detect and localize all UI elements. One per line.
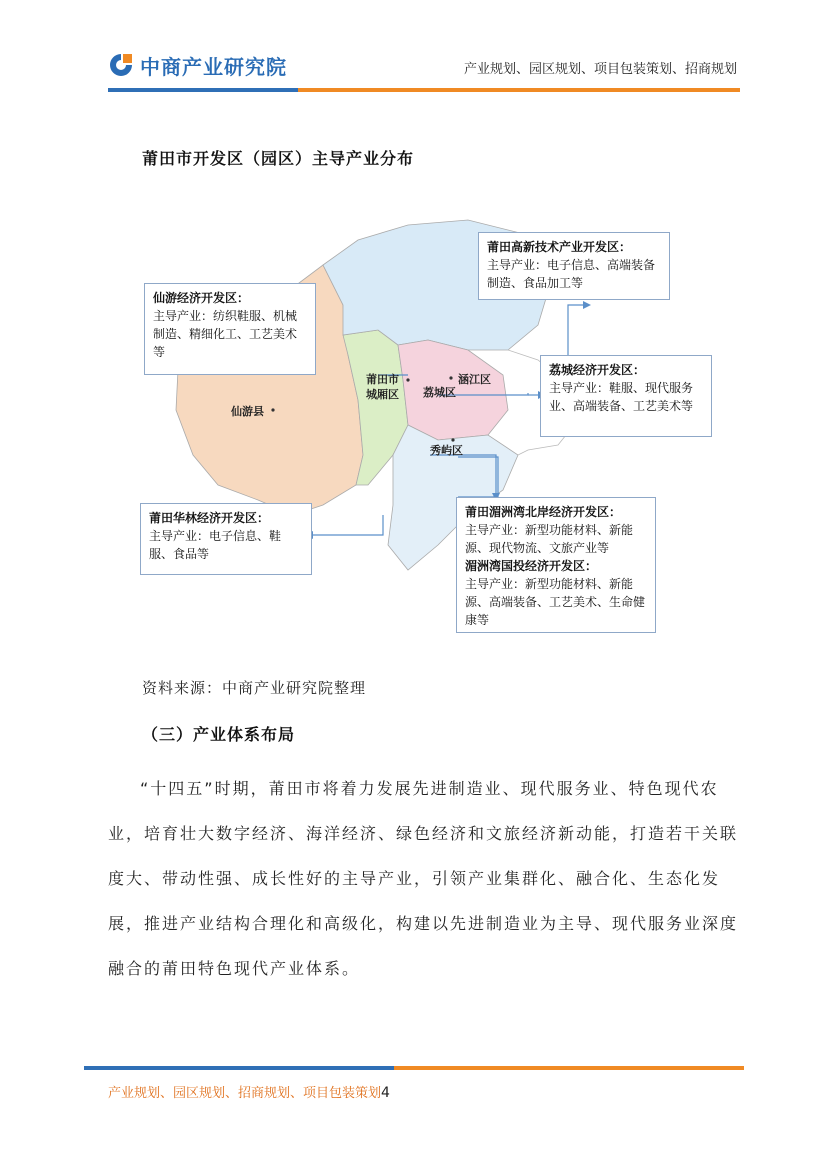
box-xianyou-title: 仙游经济开发区： — [153, 291, 250, 305]
box-gaoxin-title: 莆田高新技术产业开发区： — [487, 240, 632, 254]
map-figure — [108, 185, 736, 650]
box-licheng — [540, 355, 712, 437]
header-tagline: 产业规划、园区规划、项目包装策划、招商规划 — [463, 62, 737, 77]
box-hualin-title: 莆田华林经济开发区： — [149, 511, 270, 525]
place-putian-city: 莆田市 — [366, 373, 399, 386]
footer — [108, 1082, 390, 1101]
box-hualin — [140, 503, 312, 575]
box-gaoxin-body: 主导产业：电子信息、高端装备制造、食品加工等 — [487, 258, 656, 290]
footer-rule-blue — [84, 1066, 394, 1070]
header-rule-blue — [108, 88, 298, 92]
logo — [108, 50, 287, 80]
box-meizhou-title1: 莆田湄洲湾北岸经济开发区： — [465, 505, 622, 519]
box-meizhou — [456, 497, 656, 633]
logo-text: 中商产业研究院 — [140, 54, 287, 79]
section-title: （三）产业体系布局 — [142, 725, 296, 744]
place-chengxiang: 城厢区 — [366, 388, 399, 401]
box-hualin-body: 主导产业：电子信息、鞋服、食品等 — [149, 529, 282, 561]
place-hanjiang: 涵江区 — [458, 373, 491, 386]
paragraph-text: “十四五”时期，莆田市将着力发展先进制造业、现代服务业、特色现代农业，培育壮大数字经济、海洋经济、绿色经济和文旅经济新动能，打造若干关联度大、带动性强、成长性好的主导产业，引领产业集群化、融合化、生态化发展，推进产业结构合理化和高级化，构建以先进制造业为主导、现代服务业深度融合的莆田特色现代产业体系。 — [108, 779, 739, 978]
box-meizhou-body1: 主导产业：新型功能材料、新能源、现代物流、文旅产业等 — [465, 523, 634, 555]
box-licheng-body: 主导产业：鞋服、现代服务业、高端装备、工艺美术等 — [549, 381, 694, 413]
footer-rule-orange — [394, 1066, 744, 1070]
box-licheng-title: 荔城经济开发区： — [549, 363, 646, 377]
place-xiuyu: 秀屿区 — [430, 444, 463, 457]
place-xianyou: 仙游县 — [231, 405, 264, 418]
page-number: 4 — [381, 1085, 390, 1101]
box-meizhou-title2: 湄洲湾国投经济开发区： — [465, 559, 598, 573]
box-gaoxin — [478, 232, 670, 300]
box-xianyou — [144, 283, 316, 375]
place-licheng: 荔城区 — [423, 386, 456, 399]
header-rule-orange — [298, 88, 740, 92]
body-paragraph — [108, 766, 744, 991]
figure-source: 资料来源：中商产业研究院整理 — [142, 679, 367, 697]
box-xianyou-body: 主导产业：纺织鞋服、机械制造、精细化工、工艺美术等 — [153, 309, 298, 359]
figure-title: 莆田市开发区（园区）主导产业分布 — [142, 149, 415, 168]
logo-icon — [108, 52, 134, 78]
footer-text: 产业规划、园区规划、招商规划、项目包装策划 — [108, 1086, 382, 1101]
box-meizhou-body2: 主导产业：新型功能材料、新能源、高端装备、工艺美术、生命健康等 — [465, 577, 646, 627]
